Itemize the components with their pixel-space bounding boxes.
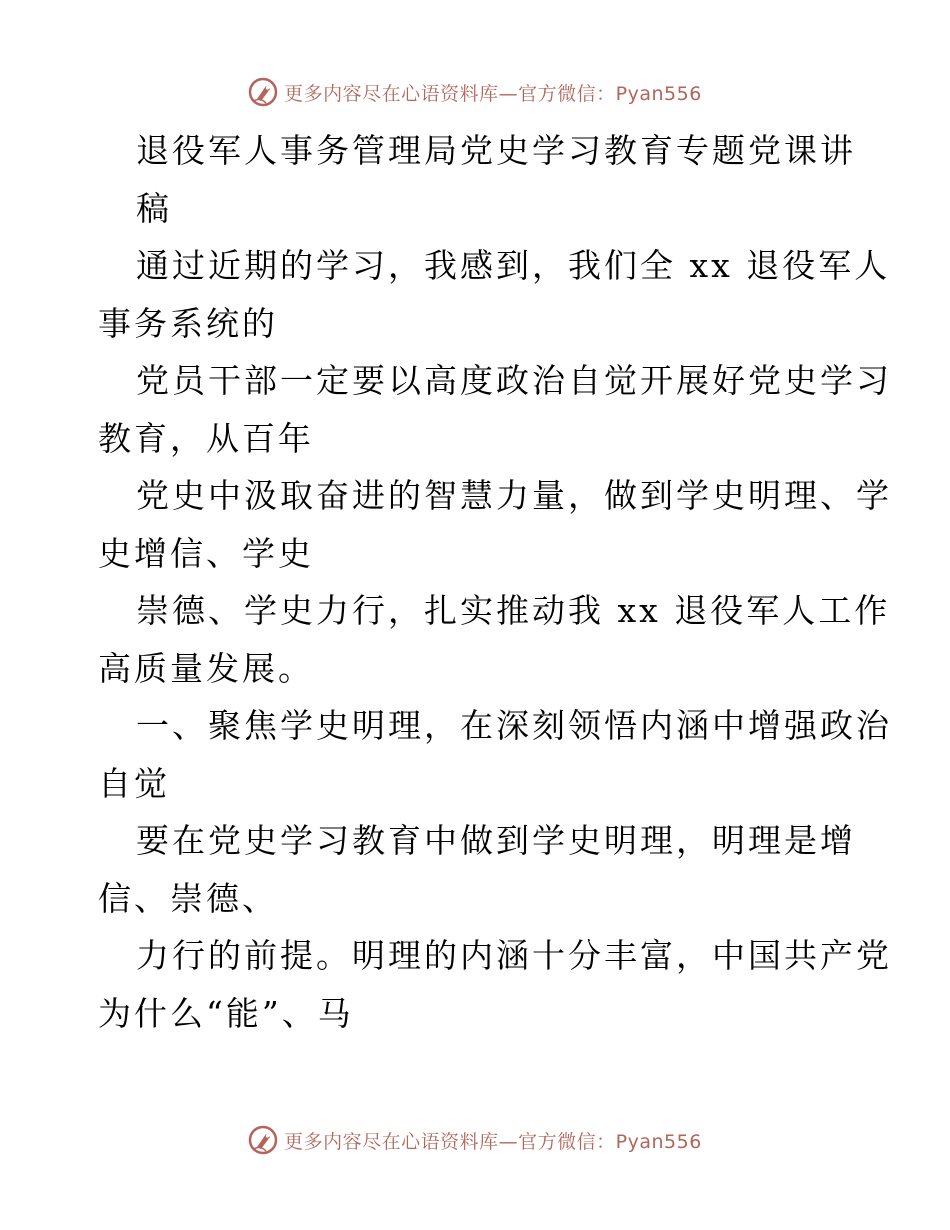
text-line: 退役军人事务管理局党史学习教育专题党课讲 [136, 131, 856, 170]
text-line: 一、聚焦学史明理，在深刻领悟内涵中增强政治 [136, 706, 892, 745]
header-banner [0, 72, 950, 112]
text-line: 自觉 [98, 763, 170, 803]
text-line: 史增信、学史 [98, 533, 314, 573]
text-line: 事务系统的 [98, 303, 278, 343]
text-line: 信、崇德、 [98, 878, 278, 918]
text-line: 党员干部一定要以高度政治自觉开展好党史学习 [136, 361, 892, 400]
text-line: 教育，从百年 [98, 418, 314, 458]
pen-nib-circle-icon [248, 77, 278, 107]
pen-nib-circle-icon [248, 1125, 278, 1155]
text-line: 要在党史学习教育中做到学史明理，明理是增 [136, 821, 856, 860]
footer-banner-text: 更多内容尽在心语资料库—官方微信：Pyan556 [284, 1130, 702, 1153]
text-line: 稿 [136, 188, 172, 228]
text-line: 通过近期的学习，我感到，我们全 xx 退役军人 [136, 246, 891, 285]
text-line: 党史中汲取奋进的智慧力量，做到学史明理、学 [136, 476, 892, 515]
document-body [98, 122, 892, 1042]
text-line: 崇德、学史力行，扎实推动我 xx 退役军人工作 [136, 591, 891, 630]
text-line: 力行的前提。明理的内涵十分丰富，中国共产党 [136, 936, 892, 975]
text-line: 高质量发展。 [98, 648, 314, 688]
footer-banner [0, 1120, 950, 1160]
text-line: 为什么“能”、马 [98, 993, 354, 1033]
header-banner-text: 更多内容尽在心语资料库—官方微信：Pyan556 [284, 82, 702, 105]
